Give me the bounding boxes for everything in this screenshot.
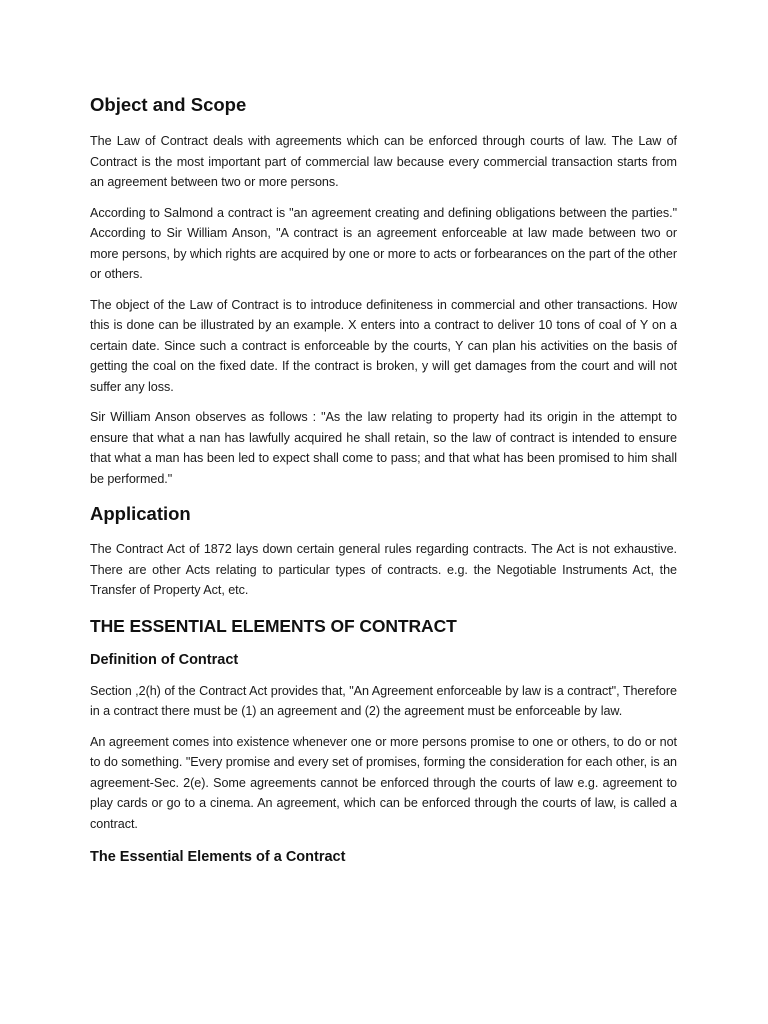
heading-object-and-scope: Object and Scope xyxy=(90,94,247,115)
heading-definition-of-contract: Definition of Contract xyxy=(90,651,239,668)
paragraph-definition-1: Section ,2(h) of the Contract Act provides that, "An Agreement enforceable by law is a contract", Therefore in a contract there must be (1) an agreement and (2) the agreement must be enforceable by law. xyxy=(90,683,677,718)
paragraph-object-1: The Law of Contract deals with agreements which can be enforced through courts of law. The Law of Contract is the most important part of commercial law because every commercial transaction starts from an agreement between two or more persons. xyxy=(90,134,677,189)
paragraph-application-1: The Contract Act of 1872 lays down certain general rules regarding contracts. The Act is not exhaustive. There are other Acts relating to particular types of contracts. e.g. the Negotiable Instruments Act, the Transfer of Property Act, etc. xyxy=(90,542,677,597)
heading-application: Application xyxy=(90,503,191,524)
paragraph-object-3: The object of the Law of Contract is to introduce definiteness in commercial and other transactions. How this is done can be illustrated by an example. X enters into a contract to deliver 10 tons of coal of Y on a certain date. Since such a contract is enforceable by the courts, Y can plan his activities on the basis of getting the coal on the fixed date. If the contract is broken, y will get damages from the court and will not suffer any loss. xyxy=(90,297,677,394)
heading-essential-elements-of-a-contract: The Essential Elements of a Contract xyxy=(90,849,346,865)
paragraph-object-2: According to Salmond a contract is "an agreement creating and defining obligations between the parties." According to Sir William Anson, "A contract is an agreement enforceable at law made between two or more persons, by which rights are acquired by one or more to acts or forbearances on the part of the other or others. xyxy=(90,205,677,281)
heading-essential-elements: THE ESSENTIAL ELEMENTS OF CONTRACT xyxy=(90,615,457,636)
paragraph-object-4: Sir William Anson observes as follows : "As the law relating to property had its origin in the attempt to ensure that what a nan has lawfully acquired he shall retain, so the law of contract is intended to ensure that what a man has been led to expect shall come to pass; and that what has been promised to him shall be performed." xyxy=(90,410,677,486)
paragraph-definition-2: An agreement comes into existence whenever one or more persons promise to one or others, to do or not to do something. "Every promise and every set of promises, forming the consideration for each other, is an agreement-Sec. 2(e). Some agreements cannot be enforced through the courts of law e.g. agreement to play cards or go to a cinema. An agreement, which can be enforced through the courts of law, is called a contract. xyxy=(90,734,677,831)
document-page xyxy=(90,90,677,880)
